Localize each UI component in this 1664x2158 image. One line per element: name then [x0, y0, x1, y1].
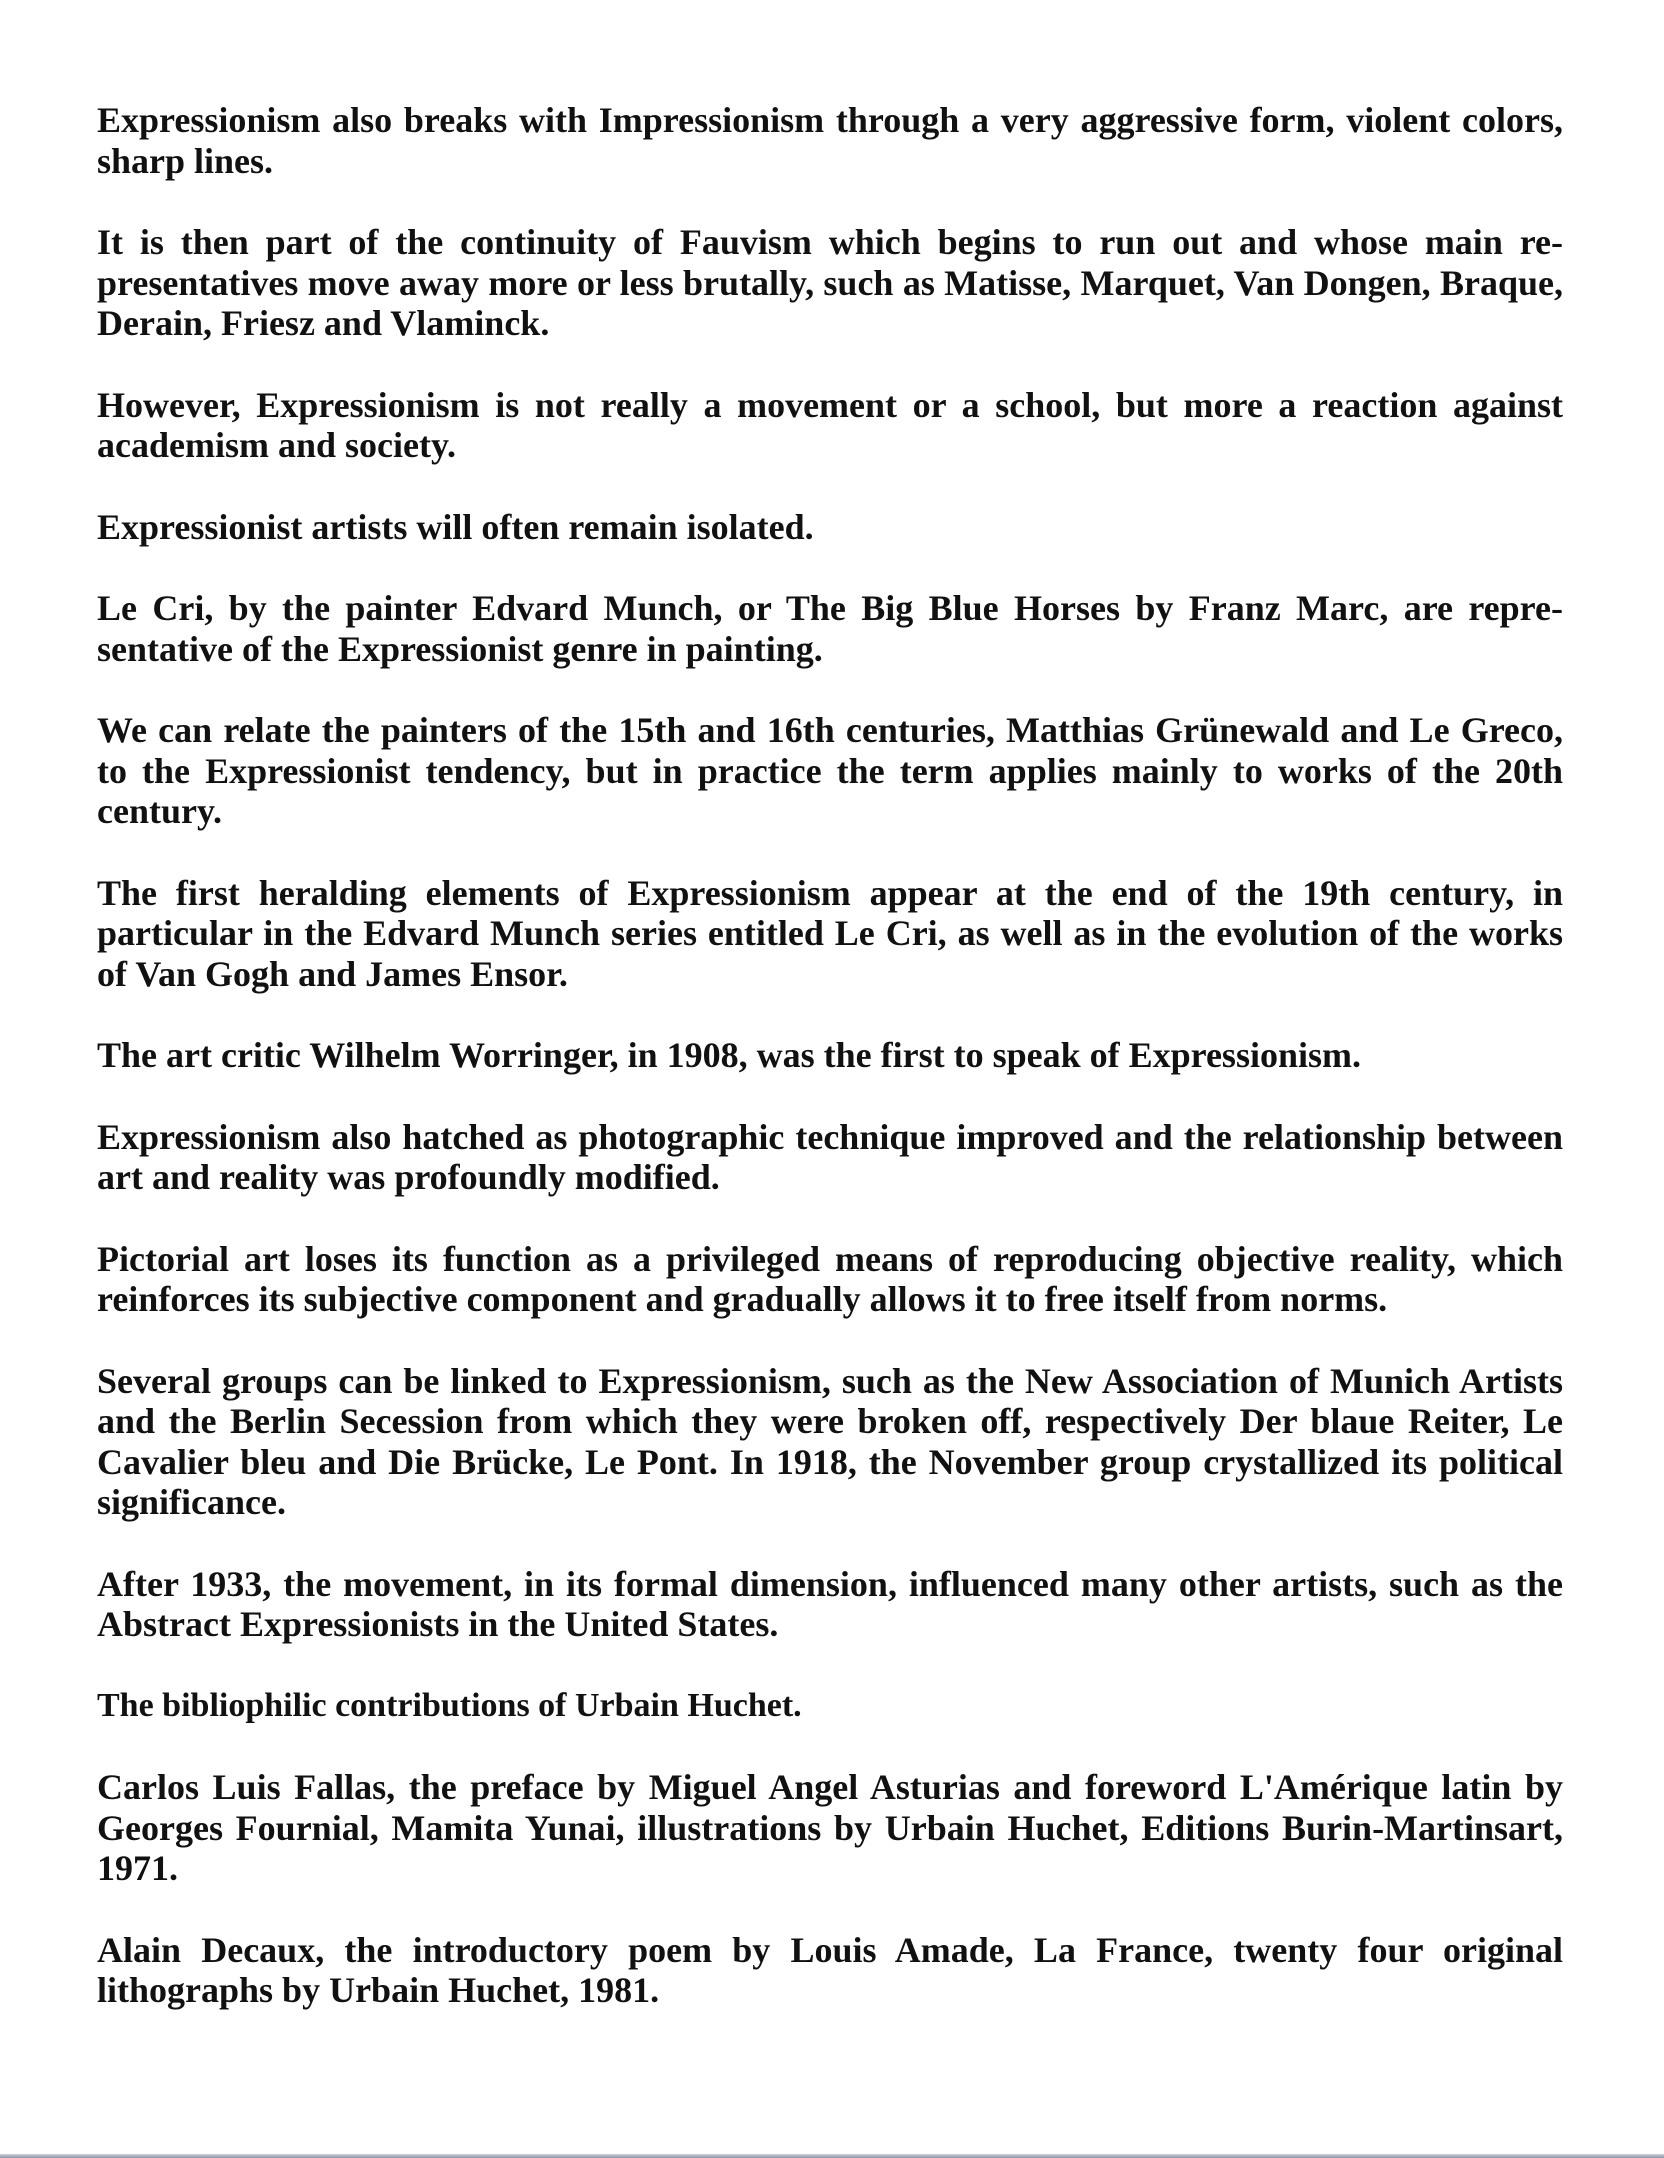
document-body: [97, 100, 1563, 2052]
section-heading: The bibliophilic contributions of Urbain Huchet.: [97, 1686, 802, 1724]
bottom-edge-rule: [0, 2154, 1664, 2158]
paragraph: After 1933, the movement, in its formal dimension, influenced many other artists, such as the Abstract Expressionists in the United States.: [97, 1563, 1563, 1644]
paragraph: Pictorial art loses its function as a privileged means of reproducing objective reality, which reinforces its subjective component and gradually allows it to free itself from norms.: [97, 1238, 1563, 1319]
paragraph: It is then part of the continuity of Fauvism which begins to run out and whose main representatives move away more or less brutally, such as Matisse, Marquet, Van Dongen, Braque, Derain, Friesz and Vlaminck.: [97, 222, 1563, 343]
paragraph: The first heralding elements of Expressionism appear at the end of the 19th century, in particular in the Edvard Munch series entitled Le Cri, as well as in the evolution of the works of Van Gogh and James Ensor.: [97, 872, 1563, 994]
paragraph: Expressionism also hatched as photographic technique improved and the relationship between art and reality was profoundly modified.: [97, 1116, 1563, 1197]
paragraph: The art critic Wilhelm Worringer, in 1908, was the first to speak of Expressionism.: [97, 1035, 1361, 1075]
paragraph: We can relate the painters of the 15th and 16th centuries, Matthias Grünewald and Le Greco, to the Expressionist tendency, but in practice the term applies mainly to works of the 20th century.: [97, 710, 1563, 831]
paragraph: Le Cri, by the painter Edvard Munch, or The Big Blue Horses by Franz Marc, are representative of the Expressionist genre in painting.: [97, 588, 1563, 669]
paragraph: Expressionism also breaks with Impressionism through a very aggressive form, violent colors, sharp lines.: [97, 100, 1563, 181]
bibliography-entry: Alain Decaux, the introductory poem by Louis Amade, La France, twenty four original lithographs by Urbain Huchet, 1981.: [97, 1929, 1563, 2010]
paragraph: Several groups can be linked to Expressionism, such as the New Association of Munich Artists and the Berlin Secession from which they were broken off, respectively Der blaue Reiter, Le Cavalier bleu and Die Brücke, Le Pont. In 1918, the November group crystallized its political significance.: [97, 1360, 1563, 1522]
paragraph: However, Expressionism is not really a movement or a school, but more a reaction against academism and society.: [97, 384, 1563, 465]
bibliography-entry: Carlos Luis Fallas, the preface by Miguel Angel Asturias and foreword L'Amérique latin by Georges Fournial, Mamita Yunai, illustrations by Urbain Huchet, Editions Burin-Martinsart, 1971.: [97, 1767, 1563, 1888]
paragraph: Expressionist artists will often remain isolated.: [97, 506, 814, 547]
